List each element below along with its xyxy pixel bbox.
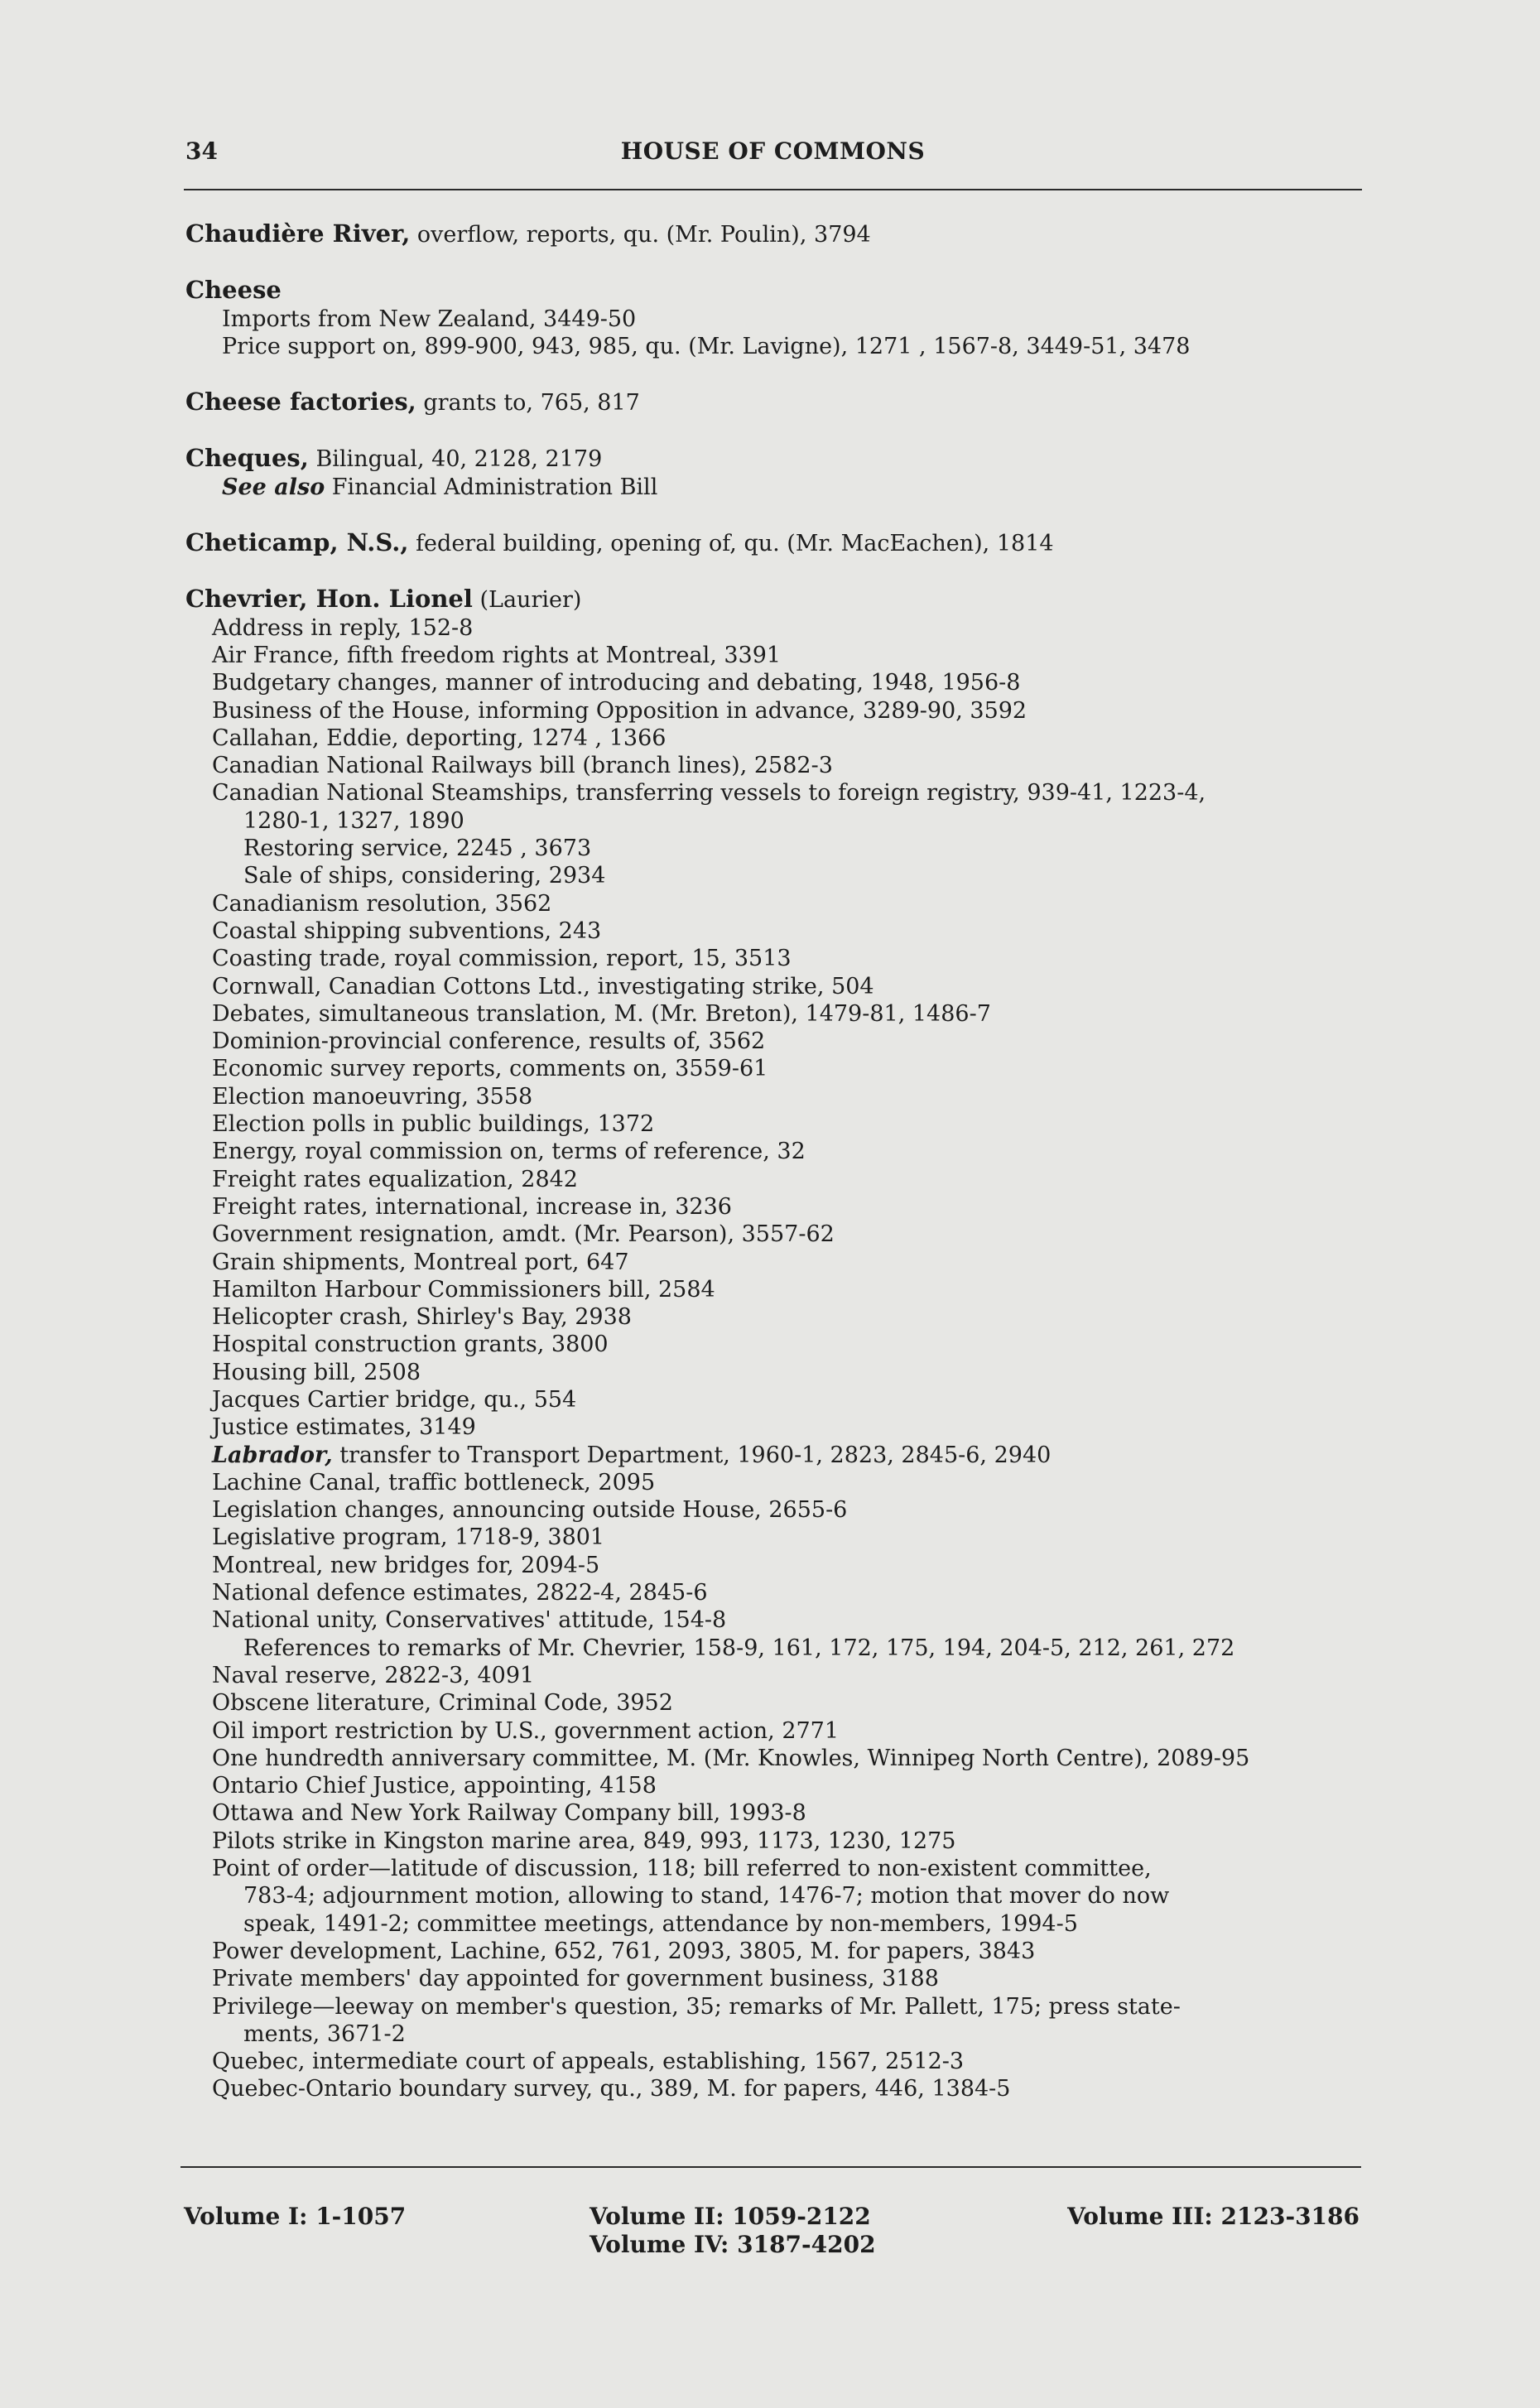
chevrier-sub-entry: Lachine Canal, traffic bottleneck, 2095 (212, 1469, 656, 1495)
chevrier-sub-entry: References to remarks of Mr. Chevrier, 158-9, 161, 172, 175, 194, 204-5, 212, 261, 272 (243, 1635, 1235, 1661)
chevrier-sub-entries (185, 614, 1378, 2103)
chevrier-sub-entry: Freight rates, international, increase in, 3236 (212, 1193, 732, 1220)
chevrier-sub-entry: Address in reply, 152-8 (212, 614, 474, 641)
index-entry (185, 220, 1378, 248)
chevrier-sub-entry: Privilege—leeway on member's question, 35; remarks of Mr. Pallett, 175; press state- (212, 1993, 1181, 2020)
chevrier-sub-entry: Pilots strike in Kingston marine area, 849, 993, 1173, 1230, 1275 (212, 1828, 956, 1854)
header-rule (184, 189, 1362, 190)
chevrier-sub-entry: Canadian National Railways bill (branch lines), 2582-3 (212, 753, 833, 779)
chevrier-sub-entry: Helicopter crash, Shirley's Bay, 2938 (212, 1304, 632, 1331)
chevrier-sub-entry: Hamilton Harbour Commissioners bill, 2584 (212, 1276, 715, 1303)
index-entry (185, 529, 1378, 557)
chevrier-sub-entry: Dominion-provincial conference, results of, 3562 (212, 1028, 766, 1055)
entry-heading: Cheticamp, N.S., (185, 528, 409, 557)
chevrier-sub-entry: Ottawa and New York Railway Company bill, 1993-8 (212, 1800, 806, 1827)
chevrier-sub-entry: National defence estimates, 2822-4, 2845-6 (212, 1580, 708, 1606)
volume-2-range: Volume II: 1059-2122 (590, 2203, 871, 2230)
chevrier-sub-entry: Private members' day appointed for government business, 3188 (212, 1966, 939, 1992)
chevrier-sub-entry: Montreal, new bridges for, 2094-5 (212, 1552, 600, 1578)
see-also-label: See also (222, 474, 325, 500)
index-entry (185, 277, 1378, 305)
chevrier-sub-entry: Power development, Lachine, 652, 761, 2093, 3805, M. for papers, 3843 (212, 1938, 1036, 1964)
chevrier-sub-entry: Sale of ships, considering, 2934 (243, 863, 606, 889)
see-also-text: Financial Administration Bill (325, 474, 658, 500)
chevrier-sub-entry: Election polls in public buildings, 1372 (212, 1111, 655, 1138)
chevrier-sub-entry: Coastal shipping subventions, 243 (212, 917, 602, 944)
chevrier-sub-entry: Point of order—latitude of discussion, 118; bill referred to non-existent committee, (212, 1856, 1152, 1882)
chevrier-sub-entry: National unity, Conservatives' attitude, 154-8 (212, 1607, 727, 1634)
chevrier-sub-entry: Canadianism resolution, 3562 (212, 890, 552, 917)
chevrier-sub-entry: Legislation changes, announcing outside House, 2655-6 (212, 1497, 848, 1524)
chevrier-sub-entry: Government resignation, amdt. (Mr. Pearson), 3557-62 (212, 1221, 835, 1248)
chevrier-sub-entry: speak, 1491-2; committee meetings, attendance by non-members, 1994-5 (243, 1910, 1078, 1937)
chevrier-sub-entry (185, 1442, 1378, 1469)
page-number: 34 (185, 137, 218, 165)
entry-heading: Cheques, (185, 444, 309, 473)
volume-3-range: Volume III: 2123-3186 (1067, 2203, 1360, 2230)
sub-entry: Price support on, 899-900, 943, 985, qu. (Mr. Lavigne), 1271 , 1567-8, 3449-51, 3478 (222, 333, 1191, 359)
volume-footer (184, 2203, 1360, 2269)
chevrier-sub-entry: Justice estimates, 3149 (212, 1414, 476, 1441)
index-entry (185, 388, 1378, 417)
index-entry (185, 585, 1378, 614)
chevrier-sub-entry: Election manoeuvring, 3558 (212, 1083, 533, 1110)
index-content (185, 220, 1378, 2103)
entry-text: federal building, opening of, qu. (Mr. MacEachen), 1814 (408, 531, 1054, 557)
entry-text: overflow, reports, qu. (Mr. Poulin), 3794 (410, 222, 871, 248)
chevrier-sub-entry: Debates, simultaneous translation, M. (Mr. Breton), 1479-81, 1486-7 (212, 1000, 991, 1027)
chevrier-sub-entry: Cornwall, Canadian Cottons Ltd., investigating strike, 504 (212, 973, 874, 999)
entry-heading: Cheese (185, 276, 282, 305)
chevrier-sub-entry: Legislative program, 1718-9, 3801 (212, 1524, 605, 1551)
chevrier-sub-entry: Coasting trade, royal commission, report, 15, 3513 (212, 946, 792, 972)
chevrier-sub-entry: ments, 3671-2 (243, 2020, 406, 2047)
volume-4-range: Volume IV: 3187-4202 (590, 2231, 876, 2258)
chevrier-sub-entry: One hundredth anniversary committee, M. (Mr. Knowles, Winnipeg North Centre), 2089-95 (212, 1745, 1250, 1771)
chevrier-sub-entry: 783-4; adjournment motion, allowing to stand, 1476-7; motion that mover do now (243, 1883, 1170, 1910)
chevrier-sub-entry: Jacques Cartier bridge, qu., 554 (212, 1386, 577, 1413)
italic-subject: Labrador, (212, 1442, 333, 1468)
chevrier-sub-entry: Economic survey reports, comments on, 3559-61 (212, 1056, 768, 1082)
chevrier-sub-entry: Oil import restriction by U.S., government action, 2771 (212, 1717, 840, 1744)
page-title: HOUSE OF COMMONS (620, 137, 926, 165)
chevrier-sub-entry: Grain shipments, Montreal port, 647 (212, 1249, 629, 1275)
chevrier-sub-entry: Housing bill, 2508 (212, 1359, 421, 1385)
volume-2-4-ranges (590, 2203, 876, 2259)
page-header (184, 137, 1362, 171)
entry-text: (Laurier) (472, 587, 582, 614)
chevrier-sub-entry: Quebec, intermediate court of appeals, establishing, 1567, 2512-3 (212, 2049, 965, 2075)
chevrier-sub-entry: Energy, royal commission on, terms of reference, 32 (212, 1139, 806, 1165)
footer-rule (180, 2166, 1361, 2168)
chevrier-sub-entry: Budgetary changes, manner of introducing and debating, 1948, 1956-8 (212, 670, 1021, 696)
chevrier-sub-entry: Naval reserve, 2822-3, 4091 (212, 1662, 535, 1688)
sub-entry: Imports from New Zealand, 3449-50 (222, 306, 637, 332)
chevrier-sub-entry: Hospital construction grants, 3800 (212, 1332, 609, 1358)
entry-heading: Chevrier, Hon. Lionel (185, 585, 473, 614)
entry-text: grants to, 765, 817 (416, 390, 640, 417)
volume-1-range: Volume I: 1-1057 (184, 2203, 407, 2230)
chevrier-sub-entry: Callahan, Eddie, deporting, 1274 , 1366 (212, 725, 667, 751)
chevrier-sub-entry: Business of the House, informing Opposition in advance, 3289-90, 3592 (212, 697, 1027, 724)
see-also-reference (185, 474, 1378, 501)
chevrier-sub-entry: Ontario Chief Justice, appointing, 4158 (212, 1773, 657, 1799)
chevrier-sub-entry: Obscene literature, Criminal Code, 3952 (212, 1690, 673, 1717)
chevrier-sub-entry: Freight rates equalization, 2842 (212, 1166, 578, 1192)
entry-heading: Chaudière River, (185, 219, 411, 248)
chevrier-sub-entry: Air France, fifth freedom rights at Montreal, 3391 (212, 642, 782, 668)
entry-text: Bilingual, 40, 2128, 2179 (308, 446, 603, 473)
entry-heading: Cheese factories, (185, 388, 416, 417)
chevrier-sub-entry: 1280-1, 1327, 1890 (243, 807, 464, 834)
entry-text: transfer to Transport Department, 1960-1, 2823, 2845-6, 2940 (332, 1442, 1052, 1468)
chevrier-sub-entry: Quebec-Ontario boundary survey, qu., 389, M. for papers, 446, 1384-5 (212, 2076, 1011, 2102)
chevrier-sub-entry: Canadian National Steamships, transferring vessels to foreign registry, 939-41, 1223-4, (212, 780, 1206, 807)
chevrier-sub-entry: Restoring service, 2245 , 3673 (243, 836, 592, 862)
index-entry (185, 445, 1378, 473)
